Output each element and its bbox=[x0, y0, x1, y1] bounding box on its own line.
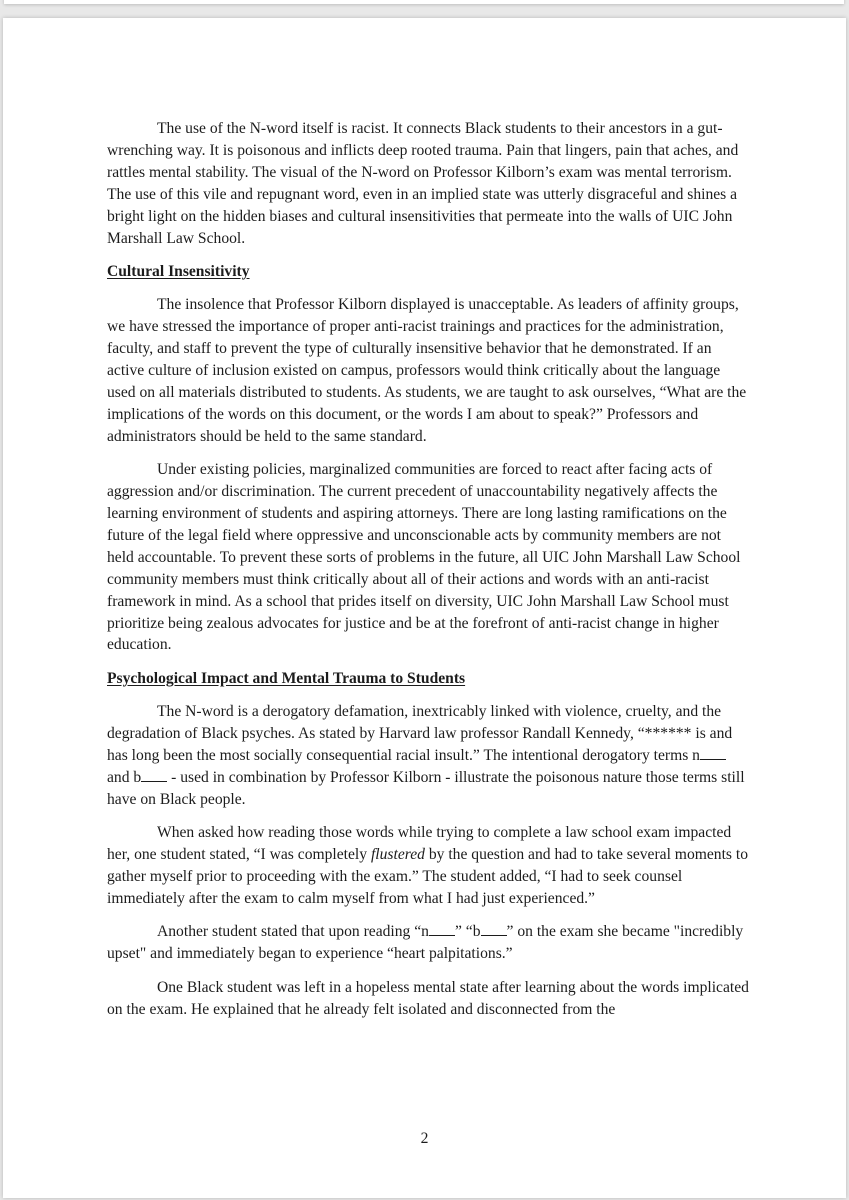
paragraph-derogatory-defamation bbox=[107, 701, 749, 811]
redacted-blank bbox=[481, 923, 507, 936]
paragraph-n-word-racist: The use of the N-word itself is racist. It connects Black students to their ancestors in a gut-wrenching way. It is poisonous and inflicts deep rooted trauma. Pain that lingers, pain that aches, and rattles mental stability. The visual of the N-word on Professor Kilborn’s exam was mental terrorism. The use of this vile and repugnant word, even in an implied state was utterly disgraceful and shines a bright light on the hidden biases and cultural insensitivities that permeate into the walls of UIC John Marshall Law School. bbox=[107, 120, 739, 247]
redacted-blank bbox=[429, 923, 455, 936]
page-number: 2 bbox=[420, 1130, 429, 1147]
paragraph-existing-policies: Under existing policies, marginalized communities are forced to react after facing acts of aggression and/or discrimination. The current precedent of unaccountability negatively affects the learning environment of students and aspiring attorneys. There are long lasting ramifications on the future of the legal field where oppressive and unconscionable acts by community members are not held accountable. To prevent these sorts of problems in the future, all UIC John Marshall Law School community members must think critically about all of their actions and words with an anti-racist framework in mind. As a school that prides itself on diversity, UIC John Marshall Law School must prioritize being zealous advocates for justice and be at the forefront of anti-racist change in higher education. bbox=[107, 461, 741, 654]
redacted-blank bbox=[141, 769, 167, 782]
paragraph-insolence: The insolence that Professor Kilborn displayed is unacceptable. As leaders of affinity groups, we have stressed the importance of proper anti-racist trainings and practices for the administration, faculty, and staff to prevent the type of culturally insensitive behavior that he demonstrated. If an active culture of inclusion existed on campus, professors would think critically about the language used on all materials distributed to students. As students, we are taught to ask ourselves, “What are the implications of the words on this document, or the words I am about to speak?” Professors and administrators should be held to the same standard. bbox=[107, 296, 747, 445]
text-fragment: - used in combination by Professor Kilborn - illustrate the poisonous nature those terms still have on Black people. bbox=[107, 768, 745, 808]
document-page bbox=[3, 18, 846, 1198]
previous-page-edge bbox=[4, 0, 844, 4]
redacted-blank bbox=[700, 747, 726, 760]
text-fragment: and b bbox=[107, 768, 142, 786]
text-fragment: The N-word is a derogatory defamation, inextricably linked with violence, cruelty, and the degradation of Black psyches. As stated by Harvard law professor Randall Kennedy, “****** is and has long been the most socially consequential racial insult.” The intentional derogatory terms n bbox=[107, 703, 733, 765]
heading-cultural-insensitivity: Cultural Insensitivity bbox=[107, 262, 250, 280]
text-fragment: ” on the exam she became "incredibly upset" and immediately began to experience “heart palpitations.” bbox=[107, 923, 744, 963]
paragraph-heart-palpitations bbox=[107, 921, 749, 965]
text-fragment: Another student stated that upon reading “n bbox=[157, 923, 429, 941]
heading-psychological-impact: Psychological Impact and Mental Trauma to Students bbox=[107, 669, 466, 687]
paragraph-hopeless-student: One Black student was left in a hopeless mental state after learning about the words implicated on the exam. He explained that he already felt isolated and disconnected from the bbox=[107, 978, 749, 1018]
page-content bbox=[107, 118, 749, 1032]
text-fragment: ” “b bbox=[454, 923, 481, 941]
paragraph-student-flustered bbox=[107, 822, 749, 910]
emphasized-word: flustered bbox=[370, 846, 425, 864]
text-fragment: by the question and had to take several moments to gather myself prior to proceeding with the exam.” The student added, “I had to seek counsel immediately after the exam to calm myself from what I had just experienced.” bbox=[107, 846, 749, 907]
text-fragment: When asked how reading those words while trying to complete a law school exam impacted her, one student stated, “I was completely bbox=[107, 824, 732, 864]
